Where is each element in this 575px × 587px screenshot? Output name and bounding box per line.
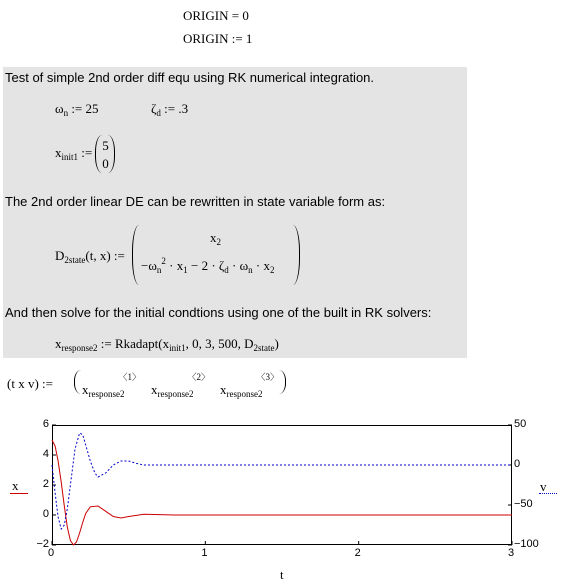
d2state-sub: 2state [64, 255, 86, 265]
x-tick-label: 1 [201, 547, 208, 559]
d2state-func: D [55, 248, 65, 263]
series-x-line [52, 440, 512, 545]
assign-op: := [164, 101, 176, 116]
origin-assign: ORIGIN := 1 [183, 31, 253, 46]
y-right-tick-label: −100 [514, 538, 539, 550]
y-left-tick-label: 4 [42, 448, 49, 460]
y-right-label: v [540, 479, 547, 494]
y-right-tick-label: −50 [514, 498, 533, 510]
legend-x-line [10, 493, 28, 494]
rkadapt-arg-sub: init1 [169, 343, 186, 353]
x-tick-label: 3 [508, 547, 515, 559]
y-left-tick-label: 2 [42, 478, 49, 490]
xinit-sub: init1 [61, 151, 79, 162]
resp-name: x [55, 336, 62, 351]
legend-v-line [539, 493, 557, 494]
y-left-tick-label: 6 [42, 418, 49, 430]
intro-text: Test of simple 2nd order diff equ using RK numerical integration. [5, 70, 375, 85]
state-form-text: The 2nd order linear DE can be rewritten in state variable form as: [5, 194, 386, 209]
omega-symbol: ω [55, 101, 64, 116]
xinit-symbol: x [55, 144, 62, 160]
assign-op: := [81, 144, 93, 160]
x-tick-label: 2 [354, 547, 361, 559]
rkadapt-func: Rkadapt [114, 336, 159, 351]
x-tick-label: 0 [48, 547, 55, 559]
resp-col-1: $x_{response2}^{〈1〉}$ [82, 372, 142, 399]
resp-sub: response2 [61, 343, 98, 353]
resp-col-2: $x_{response2}^{〈2〉}$ [151, 372, 211, 399]
zeta-sub: d [156, 108, 161, 118]
zeta-symbol: ζ [151, 101, 157, 116]
solve-text: And then solve for the initial condtions using one of the built in RK solvers: [5, 305, 432, 320]
y-left-label: x [12, 478, 19, 493]
xinit-value-1: 0 [102, 156, 109, 171]
origin-display: ORIGIN = 0 [183, 8, 249, 23]
rkadapt-definition[interactable]: $x_{response2}$ := $Rkadapt(x_{init1}$, 0, 3, 500, $D_{2state}$) [55, 336, 279, 353]
x-axis-label: t [280, 567, 284, 582]
rkadapt-arg: x [162, 336, 170, 351]
d2state-args: (t, x) [85, 248, 111, 263]
assign-op: := [71, 101, 83, 116]
y-right-tick-label: 0 [514, 458, 521, 470]
y-left-tick-label: 0 [42, 508, 49, 520]
y-left-tick-label: −2 [36, 538, 49, 550]
xinit-value-0: 5 [102, 138, 109, 153]
omega-sub: n [63, 108, 69, 118]
txv-lhs: (t x v) := [7, 376, 53, 391]
resp-col-3: $x_{response2}^{〈3〉}$ [220, 372, 280, 399]
assign-op: := [100, 336, 112, 351]
zeta-value: .3 [178, 101, 189, 116]
rkadapt-param-sub: 2state [253, 343, 275, 353]
rkadapt-params: , 0, 3, 500, D [185, 336, 254, 351]
d2state-row2: $-\omega_n^2 \cdot x_1 - 2 \cdot \zeta_d \cdot \omega_n \cdot x_2$ [141, 256, 275, 275]
d2state-row1: $x_2$ [210, 230, 221, 247]
omega-value: 25 [85, 101, 99, 116]
assign-op: := [113, 248, 125, 263]
y-right-tick-label: 50 [514, 418, 527, 430]
